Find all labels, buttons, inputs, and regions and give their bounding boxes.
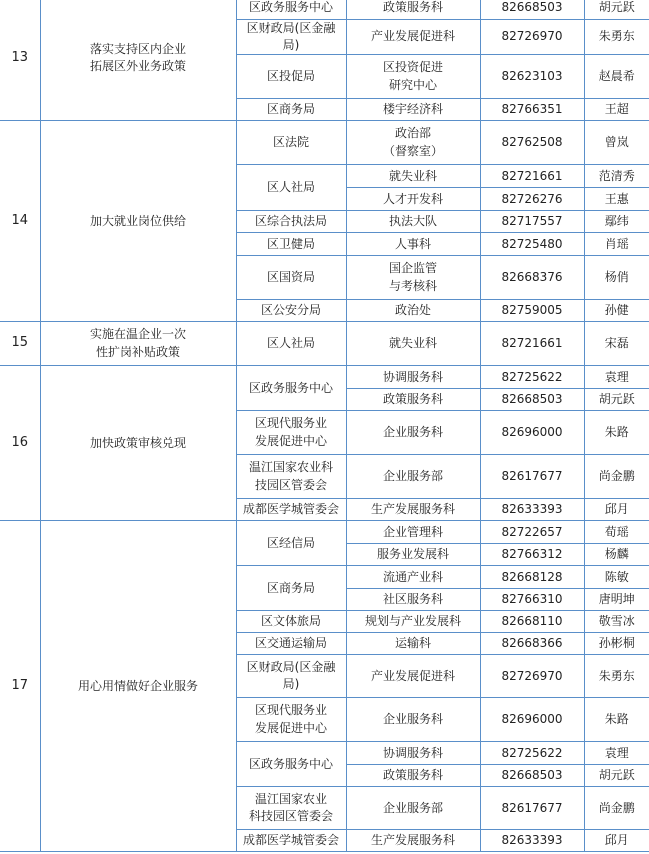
contact-person: 邱月 xyxy=(584,499,649,521)
phone-number: 82722657 xyxy=(480,521,584,544)
unit-name-line: 区政务服务中心 xyxy=(248,756,333,771)
department-name xyxy=(346,55,480,99)
contact-person: 陈敏 xyxy=(584,566,649,589)
contact-person: 邱月 xyxy=(584,830,649,852)
contact-person: 荀瑶 xyxy=(584,521,649,544)
department-name xyxy=(346,188,480,211)
contact-person: 孙健 xyxy=(584,300,649,322)
contact-person: 赵晨希 xyxy=(584,55,649,99)
department-name-line: 服务业发展科 xyxy=(376,547,449,562)
department-name xyxy=(346,411,480,455)
department-name-line: 政治处 xyxy=(394,303,431,318)
policy-name xyxy=(40,322,236,366)
unit-name xyxy=(236,233,346,256)
unit-name xyxy=(236,633,346,655)
unit-name xyxy=(236,411,346,455)
department-name xyxy=(346,233,480,256)
policy-name-line: 拓展区外业务政策 xyxy=(89,59,186,74)
unit-name xyxy=(236,99,346,121)
department-name-line: 政治部 xyxy=(394,126,431,141)
contact-person: 尚金鹏 xyxy=(584,455,649,499)
unit-name xyxy=(236,55,346,99)
table-row xyxy=(0,521,649,544)
phone-number: 82759005 xyxy=(480,300,584,322)
phone-number: 82668503 xyxy=(480,0,584,19)
department-name-line: 运输科 xyxy=(394,636,431,651)
department-name-line: 社区服务科 xyxy=(382,592,443,607)
phone-number: 82725622 xyxy=(480,742,584,765)
unit-name xyxy=(236,211,346,233)
department-name xyxy=(346,566,480,589)
table-row xyxy=(0,121,649,165)
contact-person: 胡元跃 xyxy=(584,389,649,411)
unit-name xyxy=(236,256,346,300)
unit-name xyxy=(236,322,346,366)
group-number: 15 xyxy=(0,322,40,366)
department-name xyxy=(346,698,480,742)
unit-name-line: 技园区管委会 xyxy=(254,477,327,492)
unit-name-line: 区财政局(区金融局) xyxy=(246,20,336,52)
department-name-line: 人才开发科 xyxy=(382,191,443,206)
contact-person: 鄢纬 xyxy=(584,211,649,233)
contact-person: 孙彬桐 xyxy=(584,633,649,655)
department-name xyxy=(346,742,480,765)
phone-number: 82726970 xyxy=(480,19,584,55)
phone-number: 82668376 xyxy=(480,256,584,300)
unit-name-line: 发展促进中心 xyxy=(254,433,327,448)
contact-person: 杨俏 xyxy=(584,256,649,300)
department-name xyxy=(346,389,480,411)
department-name xyxy=(346,165,480,188)
unit-name-line: 区文体旅局 xyxy=(260,614,321,629)
department-name xyxy=(346,0,480,19)
contact-person: 胡元跃 xyxy=(584,0,649,19)
group-number: 17 xyxy=(0,521,40,852)
department-name-line: 政策服务科 xyxy=(382,392,443,407)
table-row xyxy=(0,322,649,366)
unit-name-line: 区投促局 xyxy=(266,69,315,84)
department-name-line: 企业管理科 xyxy=(382,524,443,539)
contact-person: 朱勇东 xyxy=(584,19,649,55)
contact-person: 范清秀 xyxy=(584,165,649,188)
phone-number: 82668110 xyxy=(480,611,584,633)
department-name xyxy=(346,366,480,389)
phone-number: 82726970 xyxy=(480,655,584,698)
department-name-line: 企业服务部 xyxy=(382,469,443,484)
phone-number: 82668503 xyxy=(480,765,584,787)
department-name xyxy=(346,521,480,544)
table-row xyxy=(0,0,649,19)
unit-name xyxy=(236,165,346,211)
policy-name-line: 性扩岗补贴政策 xyxy=(95,344,180,359)
phone-number: 82766310 xyxy=(480,589,584,611)
unit-name-line: 区商务局 xyxy=(266,580,315,595)
department-name-line: 与考核科 xyxy=(388,278,437,293)
department-name xyxy=(346,830,480,852)
department-name-line: 产业发展促进科 xyxy=(370,29,455,44)
department-name-line: 人事科 xyxy=(394,236,431,251)
unit-name xyxy=(236,787,346,830)
phone-number: 82726276 xyxy=(480,188,584,211)
contact-person: 袁理 xyxy=(584,366,649,389)
department-name xyxy=(346,544,480,566)
department-name xyxy=(346,589,480,611)
unit-name xyxy=(236,655,346,698)
policy-name xyxy=(40,121,236,322)
department-name xyxy=(346,787,480,830)
phone-number: 82696000 xyxy=(480,698,584,742)
unit-name-line: 区国资局 xyxy=(266,270,315,285)
department-name-line: 就失业科 xyxy=(388,168,437,183)
department-name-line: 楼宇经济科 xyxy=(382,102,443,117)
contact-person: 袁理 xyxy=(584,742,649,765)
policy-name xyxy=(40,0,236,121)
department-name-line: 就失业科 xyxy=(388,336,437,351)
unit-name xyxy=(236,742,346,787)
unit-name-line: 区综合执法局 xyxy=(254,214,327,229)
phone-number: 82721661 xyxy=(480,322,584,366)
unit-name-line: 成都医学城管委会 xyxy=(242,502,339,517)
unit-name-line: 区现代服务业 xyxy=(254,703,327,718)
unit-name-line: 区现代服务业 xyxy=(254,416,327,431)
contact-person: 朱路 xyxy=(584,411,649,455)
unit-name xyxy=(236,499,346,521)
department-name xyxy=(346,121,480,165)
department-name-line: 产业发展促进科 xyxy=(370,668,455,683)
table-row xyxy=(0,366,649,389)
phone-number: 82717557 xyxy=(480,211,584,233)
department-name-line: 流通产业科 xyxy=(382,569,443,584)
unit-name-line: 成都医学城管委会 xyxy=(242,833,339,848)
phone-number: 82721661 xyxy=(480,165,584,188)
phone-number: 82725480 xyxy=(480,233,584,256)
phone-number: 82696000 xyxy=(480,411,584,455)
unit-name-line: 温江国家农业 xyxy=(254,791,327,806)
phone-number: 82623103 xyxy=(480,55,584,99)
group-number: 16 xyxy=(0,366,40,521)
policy-name-line: 落实支持区内企业 xyxy=(89,41,186,56)
department-name-line: 企业服务科 xyxy=(382,425,443,440)
phone-number: 82633393 xyxy=(480,830,584,852)
department-name xyxy=(346,99,480,121)
contact-person: 曾岚 xyxy=(584,121,649,165)
contact-person: 唐明坤 xyxy=(584,589,649,611)
contact-person: 朱勇东 xyxy=(584,655,649,698)
unit-name xyxy=(236,19,346,55)
unit-name-line: 温江国家农业科 xyxy=(248,460,333,475)
unit-name-line: 区财政局(区金融局) xyxy=(246,659,336,692)
unit-name-line: 区法院 xyxy=(272,135,309,150)
phone-number: 82766351 xyxy=(480,99,584,121)
phone-number: 82766312 xyxy=(480,544,584,566)
unit-name xyxy=(236,698,346,742)
unit-name-line: 区政务服务中心 xyxy=(248,380,333,395)
department-name-line: 协调服务科 xyxy=(382,369,443,384)
department-name xyxy=(346,655,480,698)
department-name-line: 生产发展服务科 xyxy=(370,833,455,848)
department-name-line: 企业服务科 xyxy=(382,712,443,727)
contact-person: 朱路 xyxy=(584,698,649,742)
unit-name xyxy=(236,366,346,411)
unit-name-line: 区人社局 xyxy=(266,180,315,195)
unit-name xyxy=(236,121,346,165)
phone-number: 82725622 xyxy=(480,366,584,389)
unit-name xyxy=(236,830,346,852)
contact-person: 王惠 xyxy=(584,188,649,211)
unit-name xyxy=(236,0,346,19)
contact-person: 敬雪冰 xyxy=(584,611,649,633)
unit-name-line: 区交通运输局 xyxy=(254,636,327,651)
unit-name-line: 区人社局 xyxy=(266,336,315,351)
department-name-line: 政策服务科 xyxy=(382,768,443,783)
department-name-line: 政策服务科 xyxy=(382,0,443,14)
unit-name xyxy=(236,566,346,611)
policy-name-line: 用心用情做好企业服务 xyxy=(77,678,198,693)
department-name-line: 规划与产业发展科 xyxy=(364,614,461,629)
department-name xyxy=(346,611,480,633)
department-name xyxy=(346,256,480,300)
phone-number: 82668503 xyxy=(480,389,584,411)
phone-number: 82617677 xyxy=(480,787,584,830)
contact-person: 尚金鹏 xyxy=(584,787,649,830)
department-name-line: 企业服务部 xyxy=(382,800,443,815)
phone-number: 82633393 xyxy=(480,499,584,521)
policy-name-line: 加大就业岗位供给 xyxy=(89,213,186,228)
policy-name-line: 加快政策审核兑现 xyxy=(89,435,186,450)
department-name-line: 生产发展服务科 xyxy=(370,502,455,517)
contact-person: 宋磊 xyxy=(584,322,649,366)
policy-name xyxy=(40,521,236,852)
department-name-line: （督察室） xyxy=(382,143,443,158)
group-number: 14 xyxy=(0,121,40,322)
phone-number: 82617677 xyxy=(480,455,584,499)
department-name xyxy=(346,322,480,366)
department-name-line: 执法大队 xyxy=(388,214,437,229)
unit-name-line: 发展促进中心 xyxy=(254,720,327,735)
department-name xyxy=(346,765,480,787)
unit-name xyxy=(236,300,346,322)
department-name xyxy=(346,211,480,233)
unit-name-line: 区政务服务中心 xyxy=(248,0,333,14)
unit-name xyxy=(236,455,346,499)
department-name-line: 区投资促进 xyxy=(382,60,443,75)
contact-person: 胡元跃 xyxy=(584,765,649,787)
policy-name xyxy=(40,366,236,521)
department-name xyxy=(346,455,480,499)
unit-name xyxy=(236,521,346,566)
unit-name-line: 科技园区管委会 xyxy=(248,809,333,824)
phone-number: 82762508 xyxy=(480,121,584,165)
phone-number: 82668128 xyxy=(480,566,584,589)
group-number: 13 xyxy=(0,0,40,121)
department-name-line: 研究中心 xyxy=(388,77,437,92)
unit-name-line: 区商务局 xyxy=(266,102,315,117)
department-name xyxy=(346,499,480,521)
department-name-line: 协调服务科 xyxy=(382,745,443,760)
department-name xyxy=(346,633,480,655)
department-name xyxy=(346,300,480,322)
unit-name-line: 区公安分局 xyxy=(260,303,321,318)
unit-name-line: 区经信局 xyxy=(266,535,315,550)
contact-person: 肖瑶 xyxy=(584,233,649,256)
unit-name-line: 区卫健局 xyxy=(266,236,315,251)
department-name-line: 国企监管 xyxy=(388,261,437,276)
department-name xyxy=(346,19,480,55)
contact-person: 王超 xyxy=(584,99,649,121)
phone-number: 82668366 xyxy=(480,633,584,655)
unit-name xyxy=(236,611,346,633)
contact-person: 杨麟 xyxy=(584,544,649,566)
policy-name-line: 实施在温企业一次 xyxy=(89,327,186,342)
